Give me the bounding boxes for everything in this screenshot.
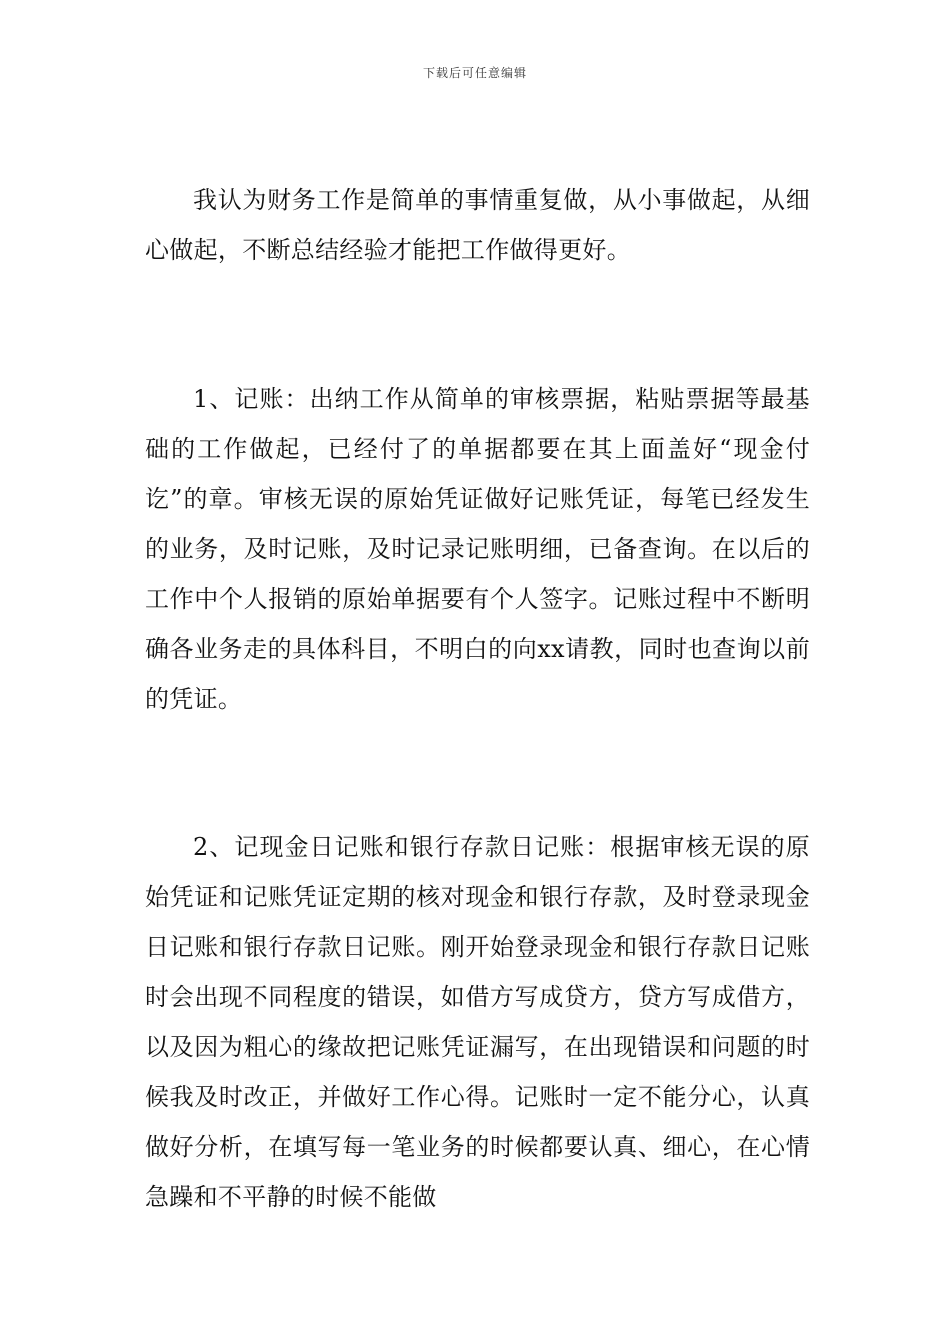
paragraph-intro: 我认为财务工作是简单的事情重复做，从小事做起，从细心做起，不断总结经验才能把工作做得更好。 <box>145 186 810 264</box>
paragraph-bookkeeping: 1、记账：出纳工作从简单的审核票据，粘贴票据等最基础的工作做起，已经付了的单据都要在其上面盖好“现金付讫”的章。审核无误的原始凭证做好记账凭证，每笔已经发生的业务，及时记账，及时记录记账明细，已备查询。在以后的工作中个人报销的原始单据要有个人签字。记账过程中不断明确各业务走的具体科目，不明白的向xx请教，同时也查询以前的凭证。 <box>145 385 810 713</box>
header-note: 下载后可任意编辑 <box>422 66 527 80</box>
paragraph-journal: 2、记现金日记账和银行存款日记账：根据审核无误的原始凭证和记账凭证定期的核对现金和银行存款，及时登录现金日记账和银行存款日记账。刚开始登录现金和银行存款日记账时会出现不同程度的错误，如借方写成贷方，贷方写成借方，以及因为粗心的缘故把记账凭证漏写，在出现错误和问题的时候我及时改正，并做好工作心得。记账时一定不能分心，认真做好分析，在填写每一笔业务的时候都要认真、细心，在心情急躁和不平静的时候不能做 <box>145 833 810 1211</box>
